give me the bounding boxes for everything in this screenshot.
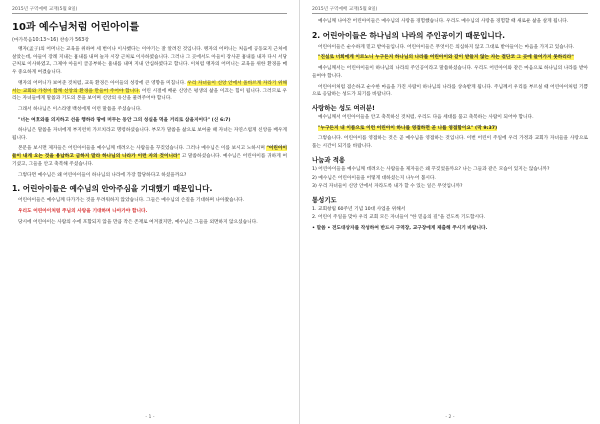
header-rule [12,13,287,14]
lesson-title: 10과 예수님처럼 어린아이를 [12,22,140,33]
highlighted-text: "누구든지 내 이름으로 이런 어린아이 하나를 영접하면 곧 나를 영접함이요" (막 9:37) [318,125,498,131]
list-item: 2. 어린이 주일을 맞아 우리 교회 모든 자녀들이 "한 믿음의 길"을 걷도록 기도합시다. [312,215,486,221]
section-heading: 통성기도 [312,195,337,204]
paragraph: 맹자(孟子)의 어머니는 교육을 위하여 세 번이나 이사했다는 이야기는 잘 알려진 것입니다. 맹자의 어머니는 처음에 공동묘지 근처에 살았는데, 아들이 장례 지내는 흉내를 내며 놀자 시장 근처로 이사하였습니다. 그러나 그 곳에서도 아들이 장사꾼 흉내를 내자 다시 서당 근처로 이사하였고, 그제야 아들이 글공부하는 흉내를 내며 지내 안심하였다고 합니다. 이처럼 맹자의 어머니는 교육을 위한 환경을 매우 중요하게 여겼습니다. [12,47,287,76]
header-text: 2015년 구역예배 교재(5월 8일) [312,7,378,12]
section-heading: 사랑하는 성도 여러분! [312,103,375,112]
paragraph: 예수님께 나아간 어린아이들은 예수님의 사랑을 경험했습니다. 우리도 예수님의 사랑을 경험할 때 새로운 삶을 살게 됩니다. [318,19,569,24]
highlighted-text: "진실로 너희에게 이르노니 누구든지 하나님의 나라를 어린아이와 같이 받들지 않는 자는 결단코 그 곳에 들어가지 못하리라" [318,55,574,61]
paragraph: 예수님께서 어린아이들을 안고 축복하신 것처럼, 우리도 다음 세대를 품고 축복하는 사람이 되어야 합니다. [318,114,534,120]
header-rule [312,13,588,14]
list-item: 1. 교회창립 60주년 기념 10대 사업을 위해서 [312,206,406,212]
list-item: 3) 우리 자녀들이 신앙 안에서 자라도록 내가 할 수 있는 일은 무엇입니까? [312,184,463,190]
paragraph: 예수님께서는 어린아이들이 하나님의 나라의 주인공이라고 말씀하셨습니다. 우리도 어린아이와 같은 마음으로 하나님의 나라를 받아들여야 합니다. [312,66,588,79]
paragraph: 본문을 보시면 제자들은 어린아이들을 예수님께 데려오는 사람들을 꾸짖었습니다. 그러나 예수님은 이를 보시고 노하시며 "어린아이들이 내게 오는 것을 용납하고 금하지 말라 하나님의 나라가 이런 자의 것이니라" 고 말씀하셨습니다. 예수님은 어린아이를 귀하게 여기셨고, 그들을 안고 축복해 주셨습니다. [12,146,287,167]
page-number: - 1 - [145,415,155,420]
paragraph: 어린아이들은 순수하게 믿고 받아들입니다. 어린아이들은 무엇이든 의심하지 않고 그대로 받아들이는 마음을 가지고 있습니다. [318,44,575,50]
right-page [300,0,600,424]
prayer-list [312,206,588,222]
section-heading: 나눔과 적용 [312,155,346,164]
page-header [12,6,287,14]
paragraph [312,125,588,133]
scripture-reference: (마가복음10:13~16) 찬송가 563장 [12,38,89,43]
paragraph: 어린아이들은 예수님께 다가가는 것을 두려워하지 않았습니다. 그들은 예수님의 손길을 기대하며 나아왔습니다. [18,198,245,204]
paragraph: 그래서 하나님은 이스라엘 백성에게 이런 말씀을 주셨습니다. [18,106,142,112]
page-header [312,6,588,14]
paragraph [12,208,287,216]
paragraph: 어린아이처럼 겸손하고 순수한 마음을 가진 사람이 하나님의 나라를 상속받게 됩니다. 주님께서 우리를 부르실 때 어린아이처럼 기쁨으로 응답하는 성도가 되기를 바랍니다. [312,84,588,98]
list-item: 2) 예수님은 어린아이들을 어떻게 대하셨는지 나누어 봅시다. [312,175,436,181]
paragraph: 그렇습니다. 어린아이를 영접하는 것은 곧 예수님을 영접하는 것입니다. 이번 어린이 주일에 우리 가정과 교회가 자녀들을 사랑으로 품는 시간이 되기를 바랍니다. [312,136,588,150]
left-page-body [12,6,287,410]
page-number: - 2 - [445,415,455,420]
list-item: 1) 어린아이들을 예수님께 데려오는 사람들을 제자들은 왜 꾸짖었을까요? 나는 그들과 같은 모습이 있지는 않습니까? [312,166,550,172]
notice-text: • 말씀 • 전도대상자를 작성하여 반드시 구역장, 교구장에게 제출해 주시기 바랍니다. [312,225,488,231]
right-page-body [312,6,588,410]
paragraph: 그렇다면 예수님은 왜 어린아이들이 하나님의 나라에 가장 합당하다고 하셨을까요? [18,172,187,178]
paragraph: 당시에 어린아이는 사람의 수에 포함되지 않을 만큼 작은 존재로 여겨졌지만, 예수님은 그들을 외면하지 않으셨습니다. [18,219,258,225]
header-text: 2015년 구역예배 교재(5월 8일) [12,7,78,12]
emphasis-text: 우리도 어린아이처럼 주님의 사랑을 기대하며 나아가야 합니다. [18,208,148,214]
paragraph: 하나님은 말씀을 자녀에게 부지런히 가르치라고 명령하셨습니다. 부모가 말씀을 삶으로 보여줄 때 자녀는 자연스럽게 신앙을 배우게 됩니다. [12,128,287,141]
highlighted-text: "어린아이들이 내게 오는 것을 용납하고 금하지 말라 하나님의 나라가 이런 자의 것이니라" [12,146,287,160]
section-heading: 2. 어린아이들은 하나님의 나라의 주인공이기 때문입니다. [312,30,505,40]
highlighted-text: 우리 자녀들이 신앙 안에서 올바르게 자라기 위해서는 교회와 가정이 함께 신앙의 환경을 만들어 주어야 합니다. [12,80,287,94]
paragraph [312,54,588,62]
section-heading: 1. 어린아이들은 예수님의 안아주심을 기대했기 때문입니다. [12,184,213,194]
discussion-questions [312,166,588,191]
scripture-quote: "너는 여호와를 의지하고 선을 행하라 땅에 머무는 동안 그의 성실을 먹을 거리로 삼을지어다" (신 6:7) [18,117,231,123]
paragraph: 맹자의 어머니가 보여준 것처럼, 교육 환경은 아이들의 성장에 큰 영향을 미칩니다. 우리 자녀들이 신앙 안에서 올바르게 자라기 위해서는 교회와 가정이 함께 신앙의 환경을 만들어 주어야 합니다. 어린 시절에 배운 신앙은 평생의 삶을 이끄는 힘이 됩니다. 그러므로 우리는 자녀들에게 말씀과 기도의 본을 보이며 신앙의 유산을 물려주어야 합니다. [12,80,287,102]
